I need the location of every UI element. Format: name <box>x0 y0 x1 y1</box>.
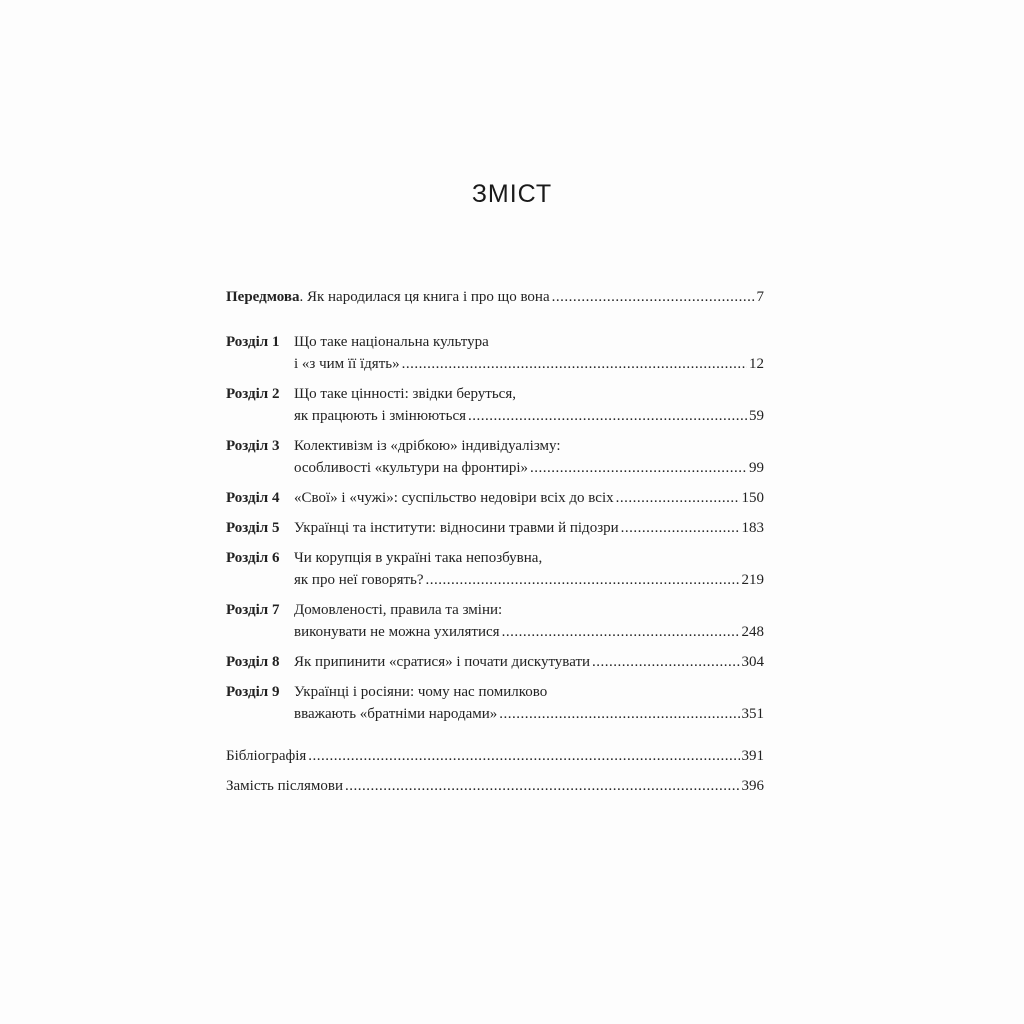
chapter-label: Розділ 6 <box>226 550 280 566</box>
toc-entry-chapter-7[interactable] <box>226 599 764 643</box>
preface-title: . Як народилася ця книга і про що вона <box>299 289 550 305</box>
toc-entry-chapter-4[interactable] <box>226 487 764 509</box>
chapter-title-line <box>294 651 764 673</box>
chapter-title-line <box>294 621 764 643</box>
preface-label: Передмова <box>226 289 300 305</box>
dot-leader <box>402 353 747 375</box>
chapter-title-line <box>294 405 764 427</box>
dot-leader <box>308 745 739 767</box>
chapter-title-text: Що таке цінності: звідки беруться, <box>294 386 516 402</box>
chapter-label: Розділ 9 <box>226 684 280 700</box>
toc-entry-chapter-6[interactable] <box>226 547 764 591</box>
chapter-title-text: «Свої» і «чужі»: суспільство недовіри всіх до всіх <box>294 490 614 506</box>
toc-entry-chapter-3[interactable] <box>226 435 764 479</box>
dot-leader <box>592 651 739 673</box>
chapter-title-line <box>294 599 764 621</box>
chapter-title-line <box>294 435 764 457</box>
chapter-title-line <box>294 569 764 591</box>
table-of-contents <box>226 286 764 805</box>
dot-leader <box>621 517 740 539</box>
chapter-title-line <box>294 457 764 479</box>
chapter-label: Розділ 7 <box>226 602 280 618</box>
dot-leader <box>468 405 747 427</box>
page-number: 150 <box>741 490 764 506</box>
chapter-title <box>294 651 764 673</box>
chapter-title-text: Чи корупція в україні така непозбувна, <box>294 550 543 566</box>
chapter-label: Розділ 8 <box>226 654 280 670</box>
page-number: 12 <box>749 356 764 372</box>
toc-entry-preface[interactable] <box>226 286 764 310</box>
chapter-title <box>294 599 764 643</box>
toc-entry-endmatter-1[interactable] <box>226 745 764 767</box>
chapter-label: Розділ 3 <box>226 438 280 454</box>
chapter-title-text: як працюють і змінюються <box>294 408 466 424</box>
toc-entry-text <box>226 286 550 308</box>
page-number: 304 <box>741 654 764 670</box>
chapter-title-line <box>294 331 764 353</box>
chapter-title <box>294 383 764 427</box>
chapter-title-text: Українці та інститути: відносини травми й підозри <box>294 520 619 536</box>
dot-leader <box>616 487 740 509</box>
chapter-title-text: вважають «братніми народами» <box>294 706 498 722</box>
page-title: ЗМІСТ <box>471 180 553 208</box>
chapter-title-line <box>294 517 764 539</box>
chapter-title <box>294 681 764 725</box>
chapter-title-text: як про неї говорять? <box>294 572 424 588</box>
dot-leader <box>530 457 747 479</box>
chapter-title <box>294 547 764 591</box>
chapter-label: Розділ 4 <box>226 490 280 506</box>
endmatter-list <box>226 745 764 797</box>
dot-leader <box>499 703 739 725</box>
toc-entry-chapter-2[interactable] <box>226 383 764 427</box>
chapter-title-text: Домовленості, правила та зміни: <box>294 602 503 618</box>
toc-entry-chapter-5[interactable] <box>226 517 764 539</box>
chapter-title-text: і «з чим її їдять» <box>294 356 400 372</box>
chapter-title <box>294 517 764 539</box>
page-number: 396 <box>741 778 764 794</box>
chapter-title-text: Українці і росіяни: чому нас помилково <box>294 684 548 700</box>
dot-leader <box>502 621 740 643</box>
chapter-title <box>294 487 764 509</box>
chapter-title-line <box>294 353 764 375</box>
toc-entry-chapter-8[interactable] <box>226 651 764 673</box>
chapter-label: Розділ 5 <box>226 520 280 536</box>
chapter-title-line <box>294 681 764 703</box>
chapter-title-text: виконувати не можна ухилятися <box>294 624 500 640</box>
chapter-title-text: Що таке національна культура <box>294 334 489 350</box>
page-number: 219 <box>741 572 764 588</box>
chapter-list <box>226 331 764 725</box>
chapter-label: Розділ 1 <box>226 334 280 350</box>
dot-leader <box>552 286 755 308</box>
chapter-title-line <box>294 487 764 509</box>
dot-leader <box>345 775 740 797</box>
chapter-title-text: Колективізм із «дрібкою» індивідуалізму: <box>294 438 561 454</box>
page-number: 391 <box>741 748 764 764</box>
chapter-title-text: особливості «культури на фронтирі» <box>294 460 529 476</box>
chapter-title <box>294 331 764 375</box>
endmatter-title: Бібліографія <box>226 748 307 764</box>
page-number: 248 <box>741 624 764 640</box>
chapter-title-line <box>294 383 764 405</box>
chapter-title-line <box>294 547 764 569</box>
toc-entry-endmatter-2[interactable] <box>226 775 764 797</box>
chapter-title-text: Як припинити «сратися» і почати дискутувати <box>294 654 591 670</box>
endmatter-title: Замість післямови <box>226 778 343 794</box>
toc-entry-chapter-9[interactable] <box>226 681 764 725</box>
page-number: 183 <box>741 520 764 536</box>
page-number: 59 <box>749 408 764 424</box>
chapter-title <box>294 435 764 479</box>
toc-entry-chapter-1[interactable] <box>226 331 764 375</box>
page-number: 7 <box>756 289 764 305</box>
dot-leader <box>426 569 740 591</box>
page-number: 99 <box>749 460 764 476</box>
page-number: 351 <box>741 706 764 722</box>
chapter-title-line <box>294 703 764 725</box>
chapter-label: Розділ 2 <box>226 386 280 402</box>
